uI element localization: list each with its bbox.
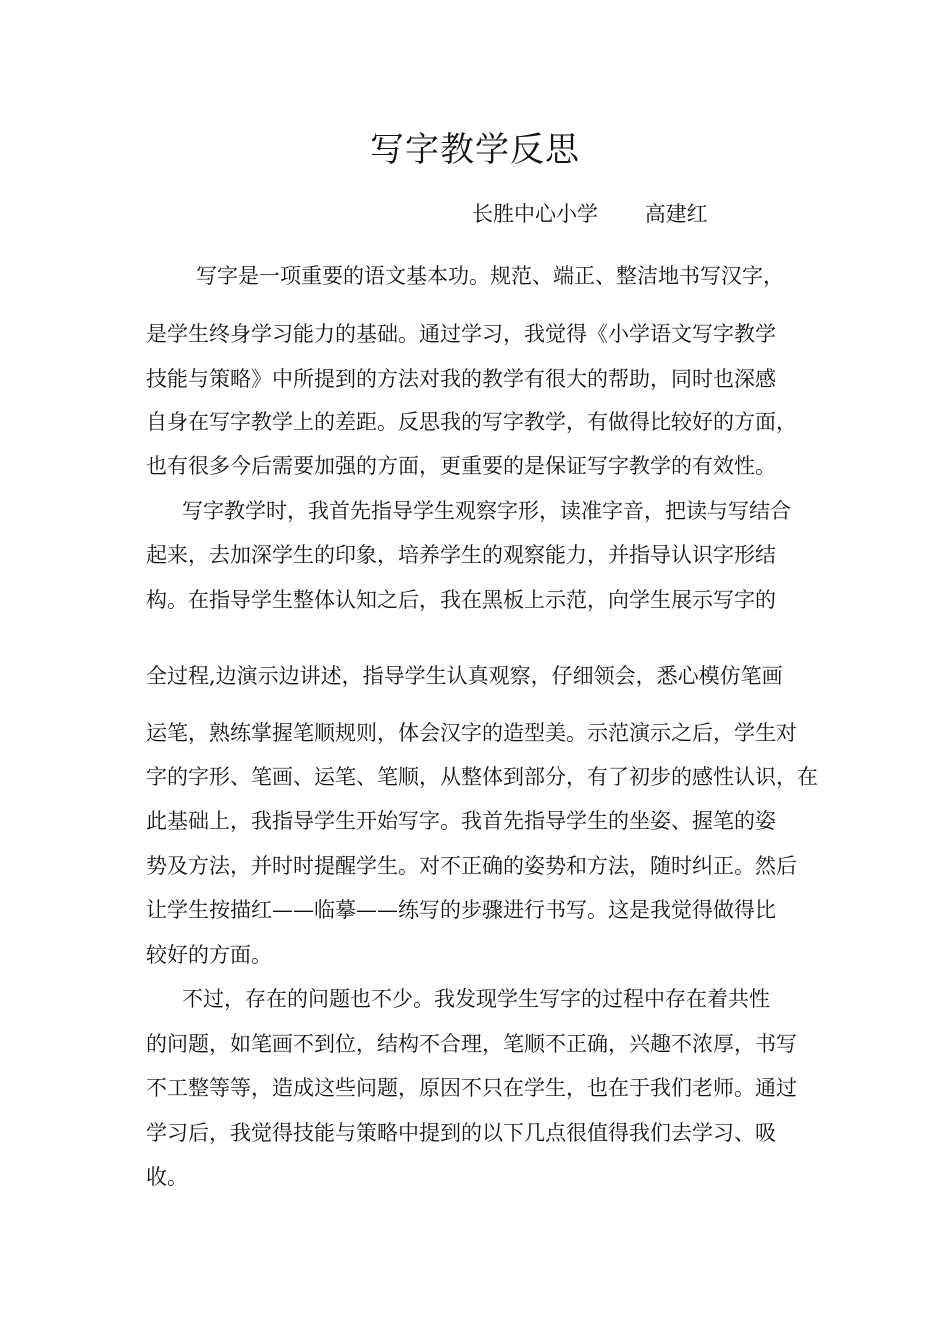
school-name: 长胜中心小学 bbox=[472, 202, 598, 226]
text-line: 技能与策略》中所提到的方法对我的教学有很大的帮助，同时也深感 bbox=[146, 367, 776, 391]
text-line: 运笔，熟练掌握笔顺规则，体会汉字的造型美。示范演示之后，学生对 bbox=[146, 721, 797, 745]
text-line: 收。 bbox=[146, 1165, 188, 1189]
text-line: 字的字形、笔画、运笔、笔顺，从整体到部分，有了初步的感性认识，在 bbox=[146, 765, 818, 789]
text-line: 让学生按描红——临摹——练写的步骤进行书写。这是我觉得做得比 bbox=[146, 898, 776, 922]
text-line: 不工整等等，造成这些问题，原因不只在学生，也在于我们老师。通过 bbox=[146, 1076, 797, 1100]
author-name: 高建红 bbox=[644, 202, 708, 226]
document-title: 写字教学反思 bbox=[370, 130, 580, 170]
text-line: 起来，去加深学生的印象，培养学生的观察能力，并指导认识字形结 bbox=[146, 543, 776, 567]
text-line: 此基础上，我指导学生开始写字。我首先指导学生的坐姿、握笔的姿 bbox=[146, 809, 776, 833]
text-line: 写字教学时，我首先指导学生观察字形，读准字音，把读与写结合 bbox=[182, 499, 791, 523]
text-line: 较好的方面。 bbox=[146, 943, 272, 967]
text-line: 是学生终身学习能力的基础。通过学习，我觉得《小学语文写字教学 bbox=[146, 322, 776, 346]
text-line: 学习后，我觉得技能与策略中提到的以下几点很值得我们去学习、吸 bbox=[146, 1121, 776, 1145]
text-line: 构。在指导学生整体认知之后，我在黑板上示范，向学生展示写字的 bbox=[146, 588, 776, 612]
byline bbox=[472, 198, 708, 230]
text-line: 全过程,边演示边讲述，指导学生认真观察，仔细领会，悉心模仿笔画 bbox=[146, 664, 783, 688]
text-line: 势及方法，并时时提醒学生。对不正确的姿势和方法，随时纠正。然后 bbox=[146, 854, 797, 878]
text-line: 自身在写字教学上的差距。反思我的写字教学，有做得比较好的方面， bbox=[146, 410, 797, 434]
text-line: 也有很多今后需要加强的方面，更重要的是保证写字教学的有效性。 bbox=[146, 454, 776, 478]
text-line: 不过，存在的问题也不少。我发现学生写字的过程中存在着共性 bbox=[182, 987, 770, 1011]
text-line: 的问题，如笔画不到位，结构不合理，笔顺不正确，兴趣不浓厚，书写 bbox=[146, 1032, 797, 1056]
text-line: 写字是一项重要的语文基本功。规范、端正、整洁地书写汉字， bbox=[196, 264, 784, 288]
